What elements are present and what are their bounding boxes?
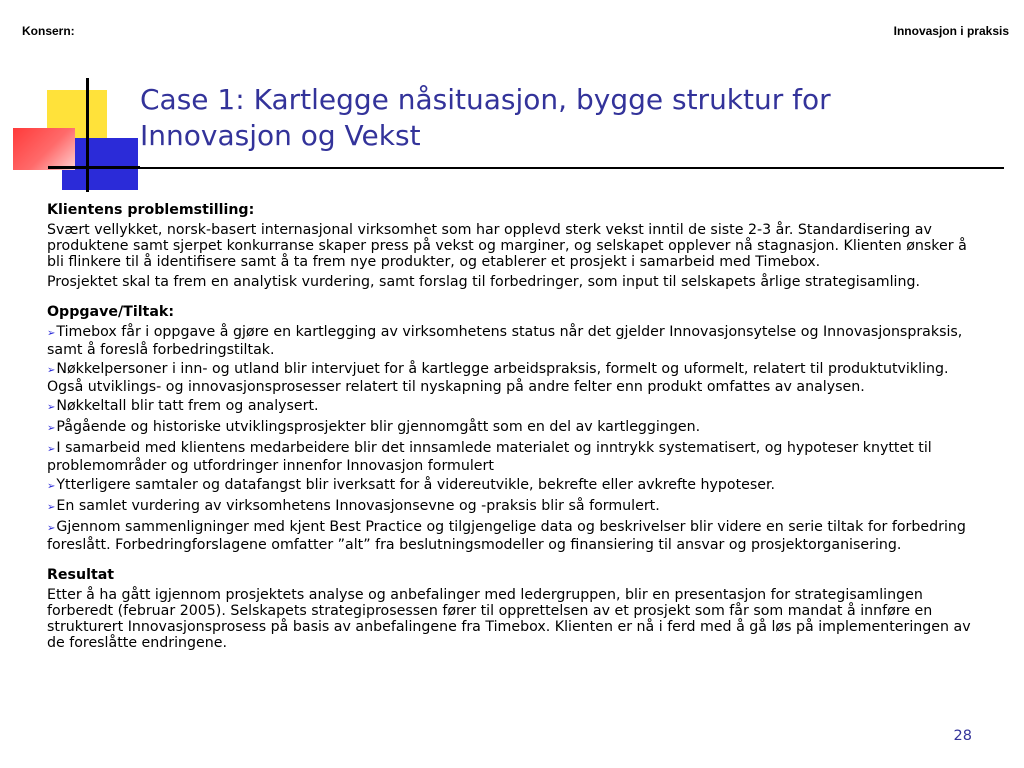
arrow-bullet-icon: ➢ — [47, 328, 56, 339]
arrow-bullet-icon: ➢ — [47, 423, 56, 434]
list-item: ➢Nøkkeltall blir tatt frem og analysert. — [47, 398, 319, 414]
arrow-bullet-icon: ➢ — [47, 402, 56, 413]
decorative-logo — [0, 0, 140, 200]
result-paragraph: Etter å ha gått igjennom prosjektets analyse og anbefalinger med ledergruppen, blir en presentasjon for strategisamlingen forberedt (februar 2005). Selskapets strategiprosessen fører til opprettelsen av et prosjekt som får som mandat å innføre en strukturert Innovasjonsprosess på basis av anbefalingene fra Timebox. Klienten er nå i ferd med å gå løs på implementeringen av de foreslåtte endringene. — [47, 587, 971, 651]
arrow-bullet-icon: ➢ — [47, 481, 56, 492]
problem-section — [47, 202, 987, 290]
arrow-bullet-icon: ➢ — [47, 365, 56, 376]
list-item: ➢Gjennom sammenligninger med kjent Best Practice og tilgjengelige data og beskrivelser blir videre en serie tiltak for forbedring foreslått. Forbedringforslagene omfatter ”alt” fra beslutningsmodeller og finansiering til ansvar og prosjektorganisering. — [47, 519, 966, 553]
problem-paragraph-1: Svært vellykket, norsk-basert internasjonal virksomhet som har opplevd sterk vekst inntil de siste 2-3 år. Standardisering av produktene samt sjerpet konkurranse skaper press på vekst og marginer, og selskapet opplever nå stagnasjon. Klienten ønsker å bli flinkere til å identifisere samt å ta frem nye produkter, og etablerer et prosjekt i samarbeid med Timebox. — [47, 222, 967, 270]
logo-vertical-line — [86, 78, 89, 192]
arrow-bullet-icon: ➢ — [47, 523, 56, 534]
header-company-label: Konsern: — [22, 24, 75, 38]
page-number: 28 — [953, 728, 972, 744]
slide-title-line1: Case 1: Kartlegge nåsituasjon, bygge struktur for — [140, 83, 831, 116]
list-item: ➢Pågående og historiske utviklingsprosjekter blir gjennomgått som en del av kartleggingen. — [47, 419, 701, 435]
tasks-list — [47, 324, 987, 553]
title-divider — [138, 167, 1004, 169]
tasks-heading: Oppgave/Tiltak: — [47, 304, 175, 320]
list-item: ➢Timebox får i oppgave å gjøre en kartlegging av virksomhetens status når det gjelder Innovasjonsytelse og Innovasjonspraksis, samt å foreslå forbedringstiltak. — [47, 324, 963, 358]
slide-body — [47, 202, 987, 665]
problem-heading: Klientens problemstilling: — [47, 202, 255, 218]
result-heading: Resultat — [47, 567, 115, 583]
arrow-bullet-icon: ➢ — [47, 444, 56, 455]
result-section — [47, 567, 987, 651]
list-item: ➢Nøkkelpersoner i inn- og utland blir intervjuet for å kartlegge arbeidspraksis, formelt og uformelt, relatert til produktutvikling. Også utviklings- og innovasjonsprosesser relatert til nyskapning på andre felter enn produkt omfattes av analysen. — [47, 361, 949, 395]
logo-horizontal-line — [48, 166, 140, 169]
list-item: ➢Ytterligere samtaler og datafangst blir iverksatt for å videreutvikle, bekrefte eller avkrefte hypoteser. — [47, 477, 776, 493]
slide-title-line2: Innovasjon og Vekst — [140, 119, 421, 152]
logo-red-square — [13, 128, 75, 170]
slide-title — [140, 82, 1000, 154]
problem-paragraph-2: Prosjektet skal ta frem en analytisk vurdering, samt forslag til forbedringer, som input til selskapets årlige strategisamling. — [47, 274, 920, 290]
list-item: ➢I samarbeid med klientens medarbeidere blir det innsamlede materialet og inntrykk systematisert, og hypoteser knyttet til problemområder og utfordringer innenfor Innovasjon formulert — [47, 440, 932, 474]
arrow-bullet-icon: ➢ — [47, 502, 56, 513]
header-topic-label: Innovasjon i praksis — [893, 24, 1009, 38]
tasks-section — [47, 304, 987, 553]
list-item: ➢En samlet vurdering av virksomhetens Innovasjonsevne og -praksis blir så formulert. — [47, 498, 660, 514]
